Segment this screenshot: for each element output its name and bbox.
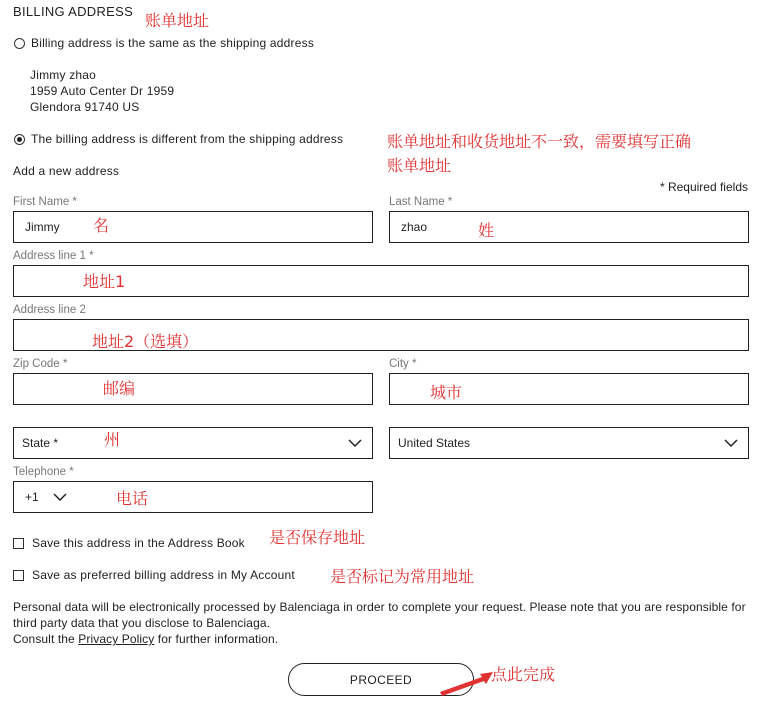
annotation-address2: 地址2（选填） xyxy=(92,332,199,351)
required-fields-note: * Required fields xyxy=(659,180,748,194)
privacy-policy-link[interactable]: Privacy Policy xyxy=(78,632,155,646)
save-preferred-option[interactable] xyxy=(13,568,295,582)
annotation-different-2: 账单地址 xyxy=(387,156,452,175)
radio-same-as-shipping[interactable] xyxy=(14,38,25,49)
option-different-from-shipping[interactable] xyxy=(14,132,343,146)
annotation-first-name: 名 xyxy=(93,216,110,235)
annotation-telephone: 电话 xyxy=(116,489,149,508)
country-code-value: +1 xyxy=(25,490,39,504)
add-new-address-label: Add a new address xyxy=(13,164,120,178)
save-address-book-label: Save this address in the Address Book xyxy=(32,536,245,550)
save-preferred-label: Save as preferred billing address in My Account xyxy=(32,568,295,582)
annotation-last-name: 姓 xyxy=(478,221,495,240)
shipping-name: Jimmy zhao xyxy=(30,68,97,82)
section-title: BILLING ADDRESS xyxy=(13,4,134,19)
last-name-field[interactable] xyxy=(389,211,749,243)
telephone-field[interactable] xyxy=(13,481,373,513)
address-line-1-label: Address line 1 * xyxy=(13,250,94,262)
save-address-book-option[interactable] xyxy=(13,536,245,550)
annotation-city: 城市 xyxy=(430,383,463,402)
annotation-address1: 地址1 xyxy=(83,272,126,291)
further-info-text: for further information. xyxy=(157,632,279,646)
privacy-consult-line xyxy=(13,631,753,647)
country-select[interactable] xyxy=(389,427,749,459)
shipping-city-line: Glendora 91740 US xyxy=(30,100,140,114)
consult-text: Consult the xyxy=(13,632,75,646)
annotation-zip: 邮编 xyxy=(103,379,136,398)
annotation-save-preferred: 是否标记为常用地址 xyxy=(330,567,475,586)
option-same-as-shipping[interactable] xyxy=(14,36,314,50)
first-name-field[interactable] xyxy=(13,211,373,243)
save-preferred-checkbox[interactable] xyxy=(13,570,24,581)
privacy-notice-text: Personal data will be electronically processed by Balenciaga in order to complete your request. Please note that you are responsible for third party data that you disclose to Balenciaga. xyxy=(13,600,746,630)
first-name-value: Jimmy xyxy=(25,220,60,234)
radio-different-from-shipping[interactable] xyxy=(14,134,25,145)
last-name-label: Last Name * xyxy=(389,196,453,208)
chevron-down-icon xyxy=(724,439,738,448)
option-same-label: Billing address is the same as the shipping address xyxy=(31,36,315,50)
annotation-state: 州 xyxy=(104,430,121,449)
shipping-street: 1959 Auto Center Dr 1959 xyxy=(30,84,175,98)
zip-code-field[interactable] xyxy=(13,373,373,405)
zip-code-label: Zip Code * xyxy=(13,358,68,370)
state-select-value: State * xyxy=(22,436,59,450)
country-select-value: United States xyxy=(398,436,471,450)
first-name-label: First Name * xyxy=(13,196,77,208)
chevron-down-icon xyxy=(53,493,67,502)
chevron-down-icon xyxy=(348,439,362,448)
address-line-2-label: Address line 2 xyxy=(13,304,86,316)
country-code-select[interactable] xyxy=(25,490,67,504)
annotation-proceed: 点此完成 xyxy=(491,665,556,684)
option-different-label: The billing address is different from the shipping address xyxy=(31,132,344,146)
annotation-title: 账单地址 xyxy=(145,11,210,30)
proceed-button[interactable]: PROCEED xyxy=(288,663,474,696)
annotation-save-book: 是否保存地址 xyxy=(269,528,366,547)
city-label: City * xyxy=(389,358,417,370)
last-name-value: zhao xyxy=(401,220,428,234)
privacy-notice xyxy=(13,599,753,647)
annotation-different: 账单地址和收货地址不一致，需要填写正确 xyxy=(387,132,692,151)
annotation-arrow-icon xyxy=(436,668,496,698)
save-address-book-checkbox[interactable] xyxy=(13,538,24,549)
telephone-label: Telephone * xyxy=(13,466,74,478)
state-select[interactable] xyxy=(13,427,373,459)
